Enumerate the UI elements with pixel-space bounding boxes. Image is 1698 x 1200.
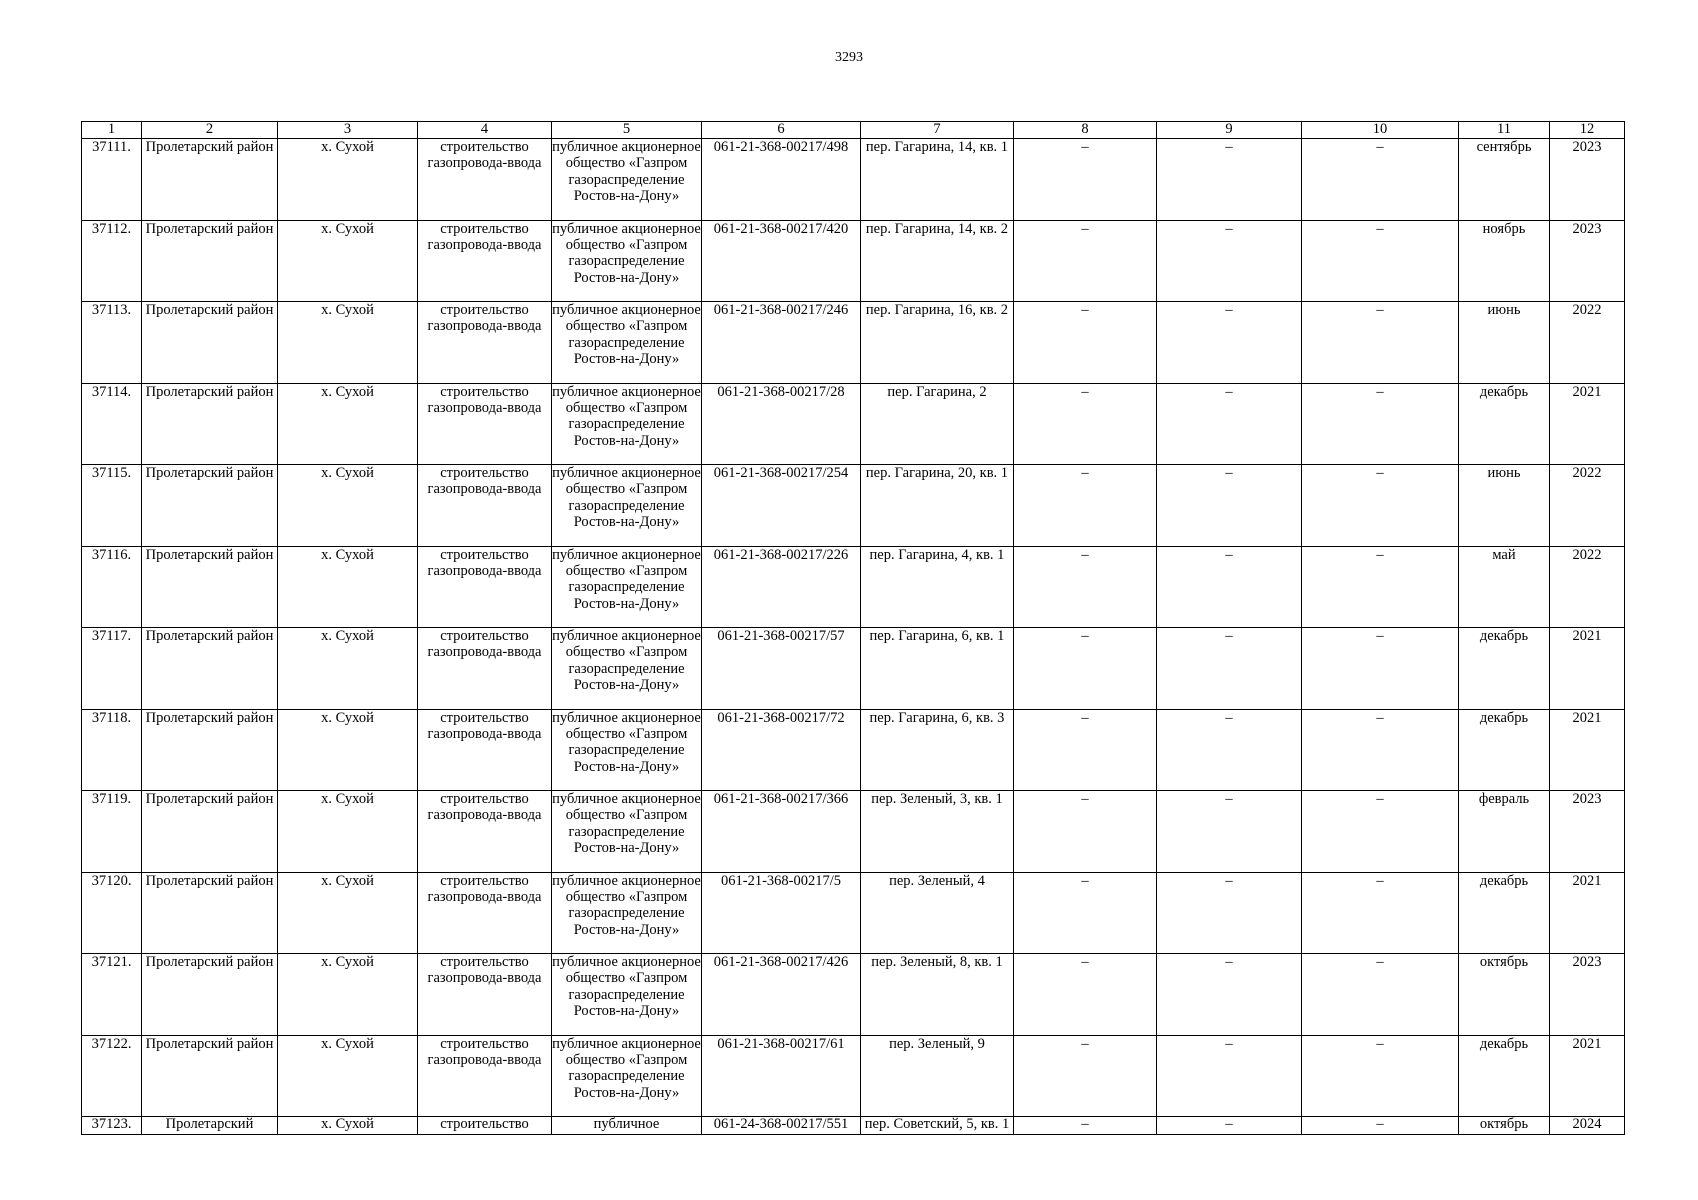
col10-cell: – xyxy=(1302,709,1459,791)
year-cell: 2022 xyxy=(1550,465,1625,547)
organization-cell: публичное акционерное общество «Газпром газораспределение Ростов-на-Дону» xyxy=(552,872,702,954)
month-cell: сентябрь xyxy=(1459,139,1550,221)
month-cell: июнь xyxy=(1459,465,1550,547)
work-type-cell: строительство газопровода-ввода xyxy=(418,220,552,302)
table-row xyxy=(82,709,1625,791)
month-cell: ноябрь xyxy=(1459,220,1550,302)
col8-cell: – xyxy=(1014,220,1157,302)
column-header: 1 xyxy=(82,122,142,139)
column-header: 2 xyxy=(142,122,278,139)
work-type-cell: строительство xyxy=(418,1117,552,1135)
organization-cell: публичное акционерное общество «Газпром газораспределение Ростов-на-Дону» xyxy=(552,383,702,465)
organization-cell: публичное акционерное общество «Газпром газораспределение Ростов-на-Дону» xyxy=(552,546,702,628)
code-cell: 061-21-368-00217/498 xyxy=(702,139,861,221)
col10-cell: – xyxy=(1302,1117,1459,1135)
district-cell: Пролетарский район xyxy=(142,220,278,302)
row-number: 37112. xyxy=(82,220,142,302)
col10-cell: – xyxy=(1302,465,1459,547)
settlement-cell: х. Сухой xyxy=(278,791,418,873)
column-header: 8 xyxy=(1014,122,1157,139)
settlement-cell: х. Сухой xyxy=(278,546,418,628)
row-number: 37119. xyxy=(82,791,142,873)
col10-cell: – xyxy=(1302,954,1459,1036)
row-number: 37123. xyxy=(82,1117,142,1135)
year-cell: 2021 xyxy=(1550,709,1625,791)
code-cell: 061-21-368-00217/28 xyxy=(702,383,861,465)
work-type-cell: строительство газопровода-ввода xyxy=(418,465,552,547)
table-row xyxy=(82,1035,1625,1117)
organization-cell: публичное акционерное общество «Газпром газораспределение Ростов-на-Дону» xyxy=(552,220,702,302)
col9-cell: – xyxy=(1157,546,1302,628)
work-type-cell: строительство газопровода-ввода xyxy=(418,302,552,384)
col8-cell: – xyxy=(1014,139,1157,221)
address-cell: пер. Гагарина, 4, кв. 1 xyxy=(861,546,1014,628)
col9-cell: – xyxy=(1157,872,1302,954)
month-cell: декабрь xyxy=(1459,383,1550,465)
header-row xyxy=(82,122,1625,139)
code-cell: 061-21-368-00217/254 xyxy=(702,465,861,547)
col10-cell: – xyxy=(1302,139,1459,221)
district-cell: Пролетарский район xyxy=(142,709,278,791)
work-type-cell: строительство газопровода-ввода xyxy=(418,872,552,954)
address-cell: пер. Зеленый, 3, кв. 1 xyxy=(861,791,1014,873)
organization-cell: публичное акционерное общество «Газпром газораспределение Ростов-на-Дону» xyxy=(552,709,702,791)
table-row xyxy=(82,302,1625,384)
row-number: 37111. xyxy=(82,139,142,221)
column-header: 9 xyxy=(1157,122,1302,139)
work-type-cell: строительство газопровода-ввода xyxy=(418,954,552,1036)
page-number: 3293 xyxy=(835,50,863,65)
work-type-cell: строительство газопровода-ввода xyxy=(418,791,552,873)
column-header: 7 xyxy=(861,122,1014,139)
settlement-cell: х. Сухой xyxy=(278,872,418,954)
address-cell: пер. Зеленый, 4 xyxy=(861,872,1014,954)
settlement-cell: х. Сухой xyxy=(278,1035,418,1117)
col9-cell: – xyxy=(1157,709,1302,791)
settlement-cell: х. Сухой xyxy=(278,709,418,791)
col8-cell: – xyxy=(1014,383,1157,465)
district-cell: Пролетарский район xyxy=(142,791,278,873)
row-number: 37114. xyxy=(82,383,142,465)
col10-cell: – xyxy=(1302,872,1459,954)
code-cell: 061-21-368-00217/246 xyxy=(702,302,861,384)
column-header: 10 xyxy=(1302,122,1459,139)
month-cell: февраль xyxy=(1459,791,1550,873)
col10-cell: – xyxy=(1302,302,1459,384)
table-row xyxy=(82,872,1625,954)
address-cell: пер. Гагарина, 16, кв. 2 xyxy=(861,302,1014,384)
col9-cell: – xyxy=(1157,139,1302,221)
work-type-cell: строительство газопровода-ввода xyxy=(418,628,552,710)
district-cell: Пролетарский район xyxy=(142,465,278,547)
month-cell: июнь xyxy=(1459,302,1550,384)
organization-cell: публичное акционерное общество «Газпром газораспределение Ростов-на-Дону» xyxy=(552,139,702,221)
month-cell: май xyxy=(1459,546,1550,628)
table-row xyxy=(82,1117,1625,1135)
row-number: 37121. xyxy=(82,954,142,1036)
district-cell: Пролетарский район xyxy=(142,546,278,628)
col8-cell: – xyxy=(1014,954,1157,1036)
col10-cell: – xyxy=(1302,791,1459,873)
col9-cell: – xyxy=(1157,1117,1302,1135)
column-header: 11 xyxy=(1459,122,1550,139)
table-row xyxy=(82,139,1625,221)
year-cell: 2022 xyxy=(1550,546,1625,628)
row-number: 37115. xyxy=(82,465,142,547)
address-cell: пер. Советский, 5, кв. 1 xyxy=(861,1117,1014,1135)
code-cell: 061-21-368-00217/426 xyxy=(702,954,861,1036)
table-row xyxy=(82,791,1625,873)
col9-cell: – xyxy=(1157,220,1302,302)
table-row xyxy=(82,628,1625,710)
data-table xyxy=(81,121,1625,1135)
organization-cell: публичное xyxy=(552,1117,702,1135)
district-cell: Пролетарский район xyxy=(142,139,278,221)
district-cell: Пролетарский район xyxy=(142,383,278,465)
year-cell: 2023 xyxy=(1550,954,1625,1036)
organization-cell: публичное акционерное общество «Газпром газораспределение Ростов-на-Дону» xyxy=(552,954,702,1036)
col9-cell: – xyxy=(1157,954,1302,1036)
code-cell: 061-21-368-00217/226 xyxy=(702,546,861,628)
month-cell: декабрь xyxy=(1459,709,1550,791)
code-cell: 061-21-368-00217/420 xyxy=(702,220,861,302)
month-cell: декабрь xyxy=(1459,628,1550,710)
address-cell: пер. Гагарина, 20, кв. 1 xyxy=(861,465,1014,547)
row-number: 37117. xyxy=(82,628,142,710)
row-number: 37116. xyxy=(82,546,142,628)
col8-cell: – xyxy=(1014,302,1157,384)
table-row xyxy=(82,220,1625,302)
organization-cell: публичное акционерное общество «Газпром газораспределение Ростов-на-Дону» xyxy=(552,628,702,710)
district-cell: Пролетарский район xyxy=(142,302,278,384)
settlement-cell: х. Сухой xyxy=(278,220,418,302)
col9-cell: – xyxy=(1157,383,1302,465)
settlement-cell: х. Сухой xyxy=(278,383,418,465)
col10-cell: – xyxy=(1302,220,1459,302)
month-cell: декабрь xyxy=(1459,872,1550,954)
year-cell: 2021 xyxy=(1550,872,1625,954)
col8-cell: – xyxy=(1014,628,1157,710)
year-cell: 2023 xyxy=(1550,791,1625,873)
address-cell: пер. Гагарина, 6, кв. 3 xyxy=(861,709,1014,791)
district-cell: Пролетарский район xyxy=(142,1035,278,1117)
organization-cell: публичное акционерное общество «Газпром газораспределение Ростов-на-Дону» xyxy=(552,302,702,384)
district-cell: Пролетарский xyxy=(142,1117,278,1135)
month-cell: декабрь xyxy=(1459,1035,1550,1117)
col8-cell: – xyxy=(1014,1117,1157,1135)
col8-cell: – xyxy=(1014,546,1157,628)
column-header: 5 xyxy=(552,122,702,139)
row-number: 37120. xyxy=(82,872,142,954)
column-header: 3 xyxy=(278,122,418,139)
work-type-cell: строительство газопровода-ввода xyxy=(418,1035,552,1117)
table-row xyxy=(82,383,1625,465)
settlement-cell: х. Сухой xyxy=(278,302,418,384)
year-cell: 2023 xyxy=(1550,220,1625,302)
work-type-cell: строительство газопровода-ввода xyxy=(418,546,552,628)
settlement-cell: х. Сухой xyxy=(278,1117,418,1135)
col9-cell: – xyxy=(1157,628,1302,710)
address-cell: пер. Зеленый, 8, кв. 1 xyxy=(861,954,1014,1036)
table-row xyxy=(82,465,1625,547)
year-cell: 2022 xyxy=(1550,302,1625,384)
year-cell: 2023 xyxy=(1550,139,1625,221)
col8-cell: – xyxy=(1014,872,1157,954)
settlement-cell: х. Сухой xyxy=(278,465,418,547)
row-number: 37118. xyxy=(82,709,142,791)
settlement-cell: х. Сухой xyxy=(278,954,418,1036)
organization-cell: публичное акционерное общество «Газпром газораспределение Ростов-на-Дону» xyxy=(552,1035,702,1117)
row-number: 37113. xyxy=(82,302,142,384)
column-header: 6 xyxy=(702,122,861,139)
code-cell: 061-21-368-00217/61 xyxy=(702,1035,861,1117)
code-cell: 061-21-368-00217/5 xyxy=(702,872,861,954)
address-cell: пер. Гагарина, 6, кв. 1 xyxy=(861,628,1014,710)
code-cell: 061-21-368-00217/57 xyxy=(702,628,861,710)
col10-cell: – xyxy=(1302,546,1459,628)
year-cell: 2021 xyxy=(1550,383,1625,465)
col9-cell: – xyxy=(1157,791,1302,873)
col9-cell: – xyxy=(1157,302,1302,384)
work-type-cell: строительство газопровода-ввода xyxy=(418,139,552,221)
district-cell: Пролетарский район xyxy=(142,628,278,710)
district-cell: Пролетарский район xyxy=(142,872,278,954)
column-header: 12 xyxy=(1550,122,1625,139)
table-row xyxy=(82,954,1625,1036)
district-cell: Пролетарский район xyxy=(142,954,278,1036)
col8-cell: – xyxy=(1014,709,1157,791)
settlement-cell: х. Сухой xyxy=(278,628,418,710)
address-cell: пер. Гагарина, 14, кв. 2 xyxy=(861,220,1014,302)
row-number: 37122. xyxy=(82,1035,142,1117)
table-row xyxy=(82,546,1625,628)
settlement-cell: х. Сухой xyxy=(278,139,418,221)
col10-cell: – xyxy=(1302,1035,1459,1117)
work-type-cell: строительство газопровода-ввода xyxy=(418,383,552,465)
work-type-cell: строительство газопровода-ввода xyxy=(418,709,552,791)
month-cell: октябрь xyxy=(1459,954,1550,1036)
organization-cell: публичное акционерное общество «Газпром газораспределение Ростов-на-Дону» xyxy=(552,791,702,873)
code-cell: 061-21-368-00217/366 xyxy=(702,791,861,873)
year-cell: 2024 xyxy=(1550,1117,1625,1135)
year-cell: 2021 xyxy=(1550,1035,1625,1117)
col10-cell: – xyxy=(1302,383,1459,465)
col8-cell: – xyxy=(1014,1035,1157,1117)
col8-cell: – xyxy=(1014,465,1157,547)
organization-cell: публичное акционерное общество «Газпром газораспределение Ростов-на-Дону» xyxy=(552,465,702,547)
address-cell: пер. Гагарина, 14, кв. 1 xyxy=(861,139,1014,221)
col8-cell: – xyxy=(1014,791,1157,873)
year-cell: 2021 xyxy=(1550,628,1625,710)
code-cell: 061-21-368-00217/72 xyxy=(702,709,861,791)
code-cell: 061-24-368-00217/551 xyxy=(702,1117,861,1135)
col9-cell: – xyxy=(1157,1035,1302,1117)
column-header: 4 xyxy=(418,122,552,139)
col9-cell: – xyxy=(1157,465,1302,547)
col10-cell: – xyxy=(1302,628,1459,710)
address-cell: пер. Зеленый, 9 xyxy=(861,1035,1014,1117)
month-cell: октябрь xyxy=(1459,1117,1550,1135)
address-cell: пер. Гагарина, 2 xyxy=(861,383,1014,465)
